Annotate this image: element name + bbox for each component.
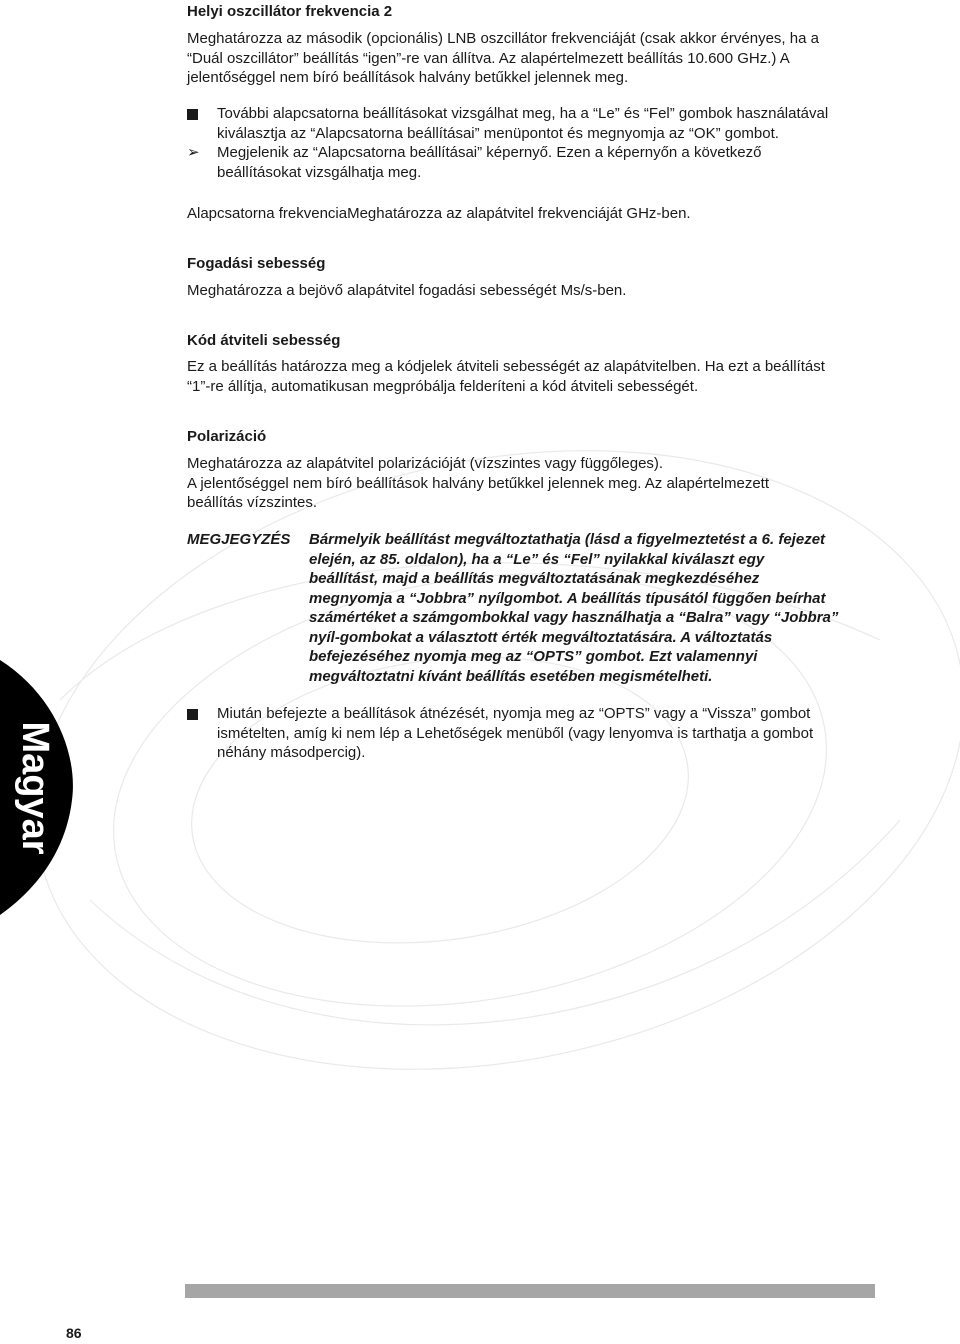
bullet-2-line-2: ismételten, amíg ki nem lép a Lehetőségek menüből (vagy lenyomva is tarthatja a gombot xyxy=(217,724,814,742)
polarization-section xyxy=(187,427,877,447)
arrow-right-icon: ➢ xyxy=(187,144,200,161)
symbol-rate-text: Meghatározza a bejövő alapátvitel fogadási sebességét Ms/s-ben. xyxy=(187,282,627,299)
polarization-heading: Polarizáció xyxy=(187,428,267,445)
symbol-rate-section xyxy=(187,254,877,274)
oscillator-line-3: jelentőséggel nem bíró beállítások halvány betűkkel jelennek meg. xyxy=(187,69,629,86)
page-number: 86 xyxy=(66,1325,82,1341)
footer-bar xyxy=(185,1284,875,1298)
oscillator-text xyxy=(187,29,877,88)
note-body xyxy=(309,530,879,686)
symbol-rate-heading: Fogadási sebesség xyxy=(187,255,326,272)
note-line: Bármelyik beállítást megváltoztathatja (lásd a figyelmeztetést a 6. fejezet xyxy=(309,531,826,548)
polarization-text-block xyxy=(187,454,877,513)
bullet-2-line-1: Miután befejezte a beállítások átnézését, nyomja meg az “OPTS” vagy a “Vissza” gombot xyxy=(217,705,811,722)
note-line: számértéket a számgombokkal vagy használhatja a “Balra” vagy “Jobbra” xyxy=(309,609,839,626)
oscillator-line-1: Meghatározza az második (opcionális) LNB oszcillátor frekvenciáját (csak akkor érvényes, ha a xyxy=(187,30,819,47)
code-rate-heading: Kód átviteli sebesség xyxy=(187,332,341,349)
oscillator-line-2: “Duál oszcillátor” beállítás “igen”-re van állítva. Az alapértelmezett beállítás 10.600 GHz.) A xyxy=(187,49,790,67)
code-rate-line-1: Ez a beállítás határozza meg a kódjelek átviteli sebességét az alapátvitelben. Ha ezt a beállítást xyxy=(187,358,825,375)
bullet-1-line-2: kiválasztja az “Alapcsatorna beállításai” menüpontot és megnyomja az “OK” gombot. xyxy=(217,124,779,142)
arrow-line-2: beállításokat vizsgálhatja meg. xyxy=(217,163,422,181)
note-block xyxy=(187,530,877,690)
arrow-item xyxy=(187,143,877,182)
note-line: elején, az 85. oldalon), ha a “Le” és “Fel” nyilakkal kiválaszt egy xyxy=(309,550,765,568)
code-rate-section xyxy=(187,331,877,351)
polarization-line-1: Meghatározza az alapátvitel polarizációját (vízszintes vagy függőleges). xyxy=(187,455,664,472)
note-line: befejezéséhez nyomja meg az “OPTS” gombot. Ezt valamennyi xyxy=(309,648,758,665)
symbol-rate-text-block xyxy=(187,281,877,301)
arrow-line-1: Megjelenik az “Alapcsatorna beállításai” képernyő. Ezen a képernyőn a következő xyxy=(217,144,762,161)
note-line: megnyomja a “Jobbra” nyílgombot. A beállítás típusától függően beírhat xyxy=(309,589,826,607)
language-tab-label: Magyar xyxy=(14,721,56,855)
bullet-item-2 xyxy=(187,704,877,763)
square-bullet-icon xyxy=(187,709,198,720)
square-bullet-icon xyxy=(187,109,198,120)
oscillator-section xyxy=(187,2,877,22)
bullet-1-line-1: További alapcsatorna beállításokat vizsgálhat meg, ha a “Le” és “Fel” gombok használatával xyxy=(217,105,829,122)
code-rate-line-2: “1”-re állítja, automatikusan megpróbálja felderíteni a kód átviteli sebességét. xyxy=(187,377,699,395)
frequency-section xyxy=(187,204,877,224)
note-label: MEGJEGYZÉS xyxy=(187,531,291,548)
note-line: megváltoztatni kívánt beállítás esetében megismételheti. xyxy=(309,667,713,685)
bullet-item-1 xyxy=(187,104,877,143)
polarization-line-3: beállítás vízszintes. xyxy=(187,494,318,511)
bullet-2-line-3: néhány másodpercig). xyxy=(217,744,366,761)
frequency-text: Alapcsatorna frekvenciaMeghatározza az alapátvitel frekvenciáját GHz-ben. xyxy=(187,205,691,222)
note-line: nyíl-gombokat a választott érték megváltoztatására. A változtatás xyxy=(309,628,773,646)
oscillator-heading: Helyi oszcillátor frekvencia 2 xyxy=(187,3,393,20)
polarization-line-2: A jelentőséggel nem bíró beállítások halvány betűkkel jelennek meg. Az alapértelmezett xyxy=(187,474,770,492)
note-line: beállítást, majd a beállítás megváltoztatásának megkezdéséhez xyxy=(309,570,760,587)
code-rate-text-block xyxy=(187,357,877,396)
